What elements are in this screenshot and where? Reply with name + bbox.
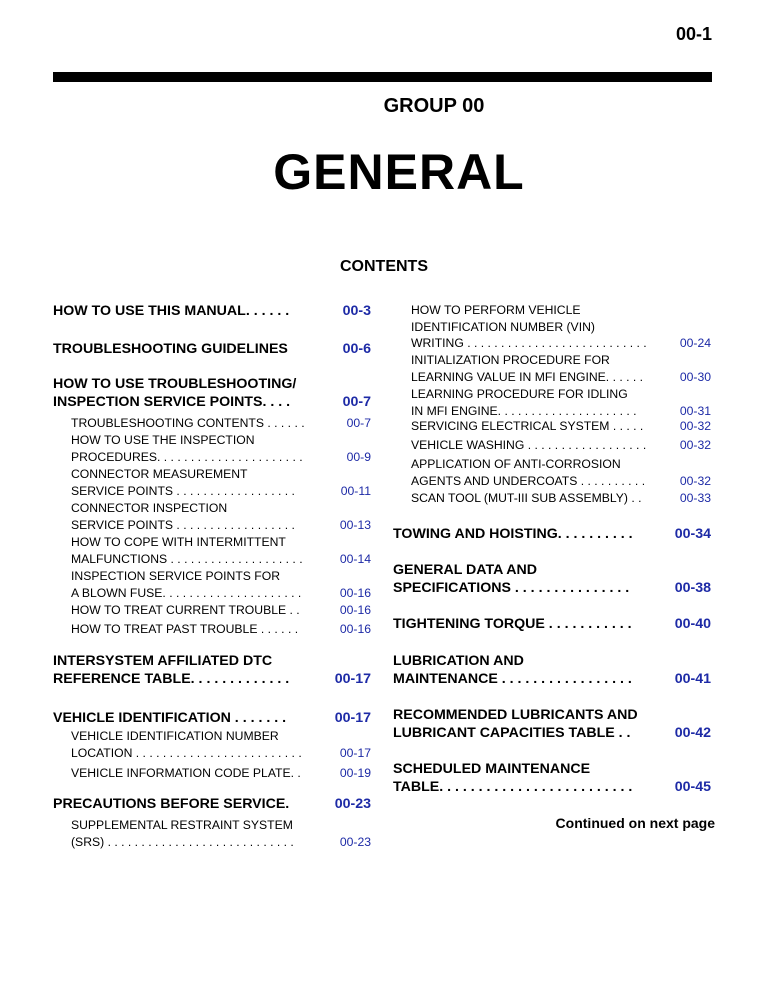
toc-entry-label: HOW TO USE THIS MANUAL. . . . . . (53, 303, 290, 319)
toc-entry[interactable] (393, 302, 711, 352)
toc-entry[interactable] (393, 418, 711, 435)
toc-entry[interactable] (53, 432, 371, 465)
toc-entry[interactable] (393, 561, 711, 597)
toc-page-link[interactable]: 00-32 (679, 438, 711, 452)
toc-page-link[interactable]: 00-6 (342, 341, 371, 357)
toc-entry[interactable] (53, 568, 371, 601)
continued-note: Continued on next page (555, 815, 715, 831)
toc-entry-label: MALFUNCTIONS . . . . . . . . . . . . . . . . . . . . (71, 551, 303, 566)
toc-entry-label: VEHICLE IDENTIFICATION . . . . . . . (53, 710, 287, 726)
toc-page-link[interactable]: 00-34 (674, 526, 711, 542)
toc-page-link[interactable]: 00-24 (679, 336, 711, 350)
toc-entry[interactable] (393, 525, 711, 543)
toc-entry-label: TROUBLESHOOTING CONTENTS . . . . . . (71, 416, 305, 430)
toc-page-link[interactable]: 00-31 (679, 403, 711, 418)
toc-entry-label: VEHICLE WASHING . . . . . . . . . . . . . . . . . . (411, 438, 647, 452)
page-number: 00-1 (675, 24, 712, 44)
toc-entry-label: PRECAUTIONS BEFORE SERVICE. (53, 796, 290, 812)
toc-entry-label: IN MFI ENGINE. . . . . . . . . . . . . . . . . . . . . (411, 403, 637, 418)
toc-page-link[interactable]: 00-32 (679, 419, 711, 433)
toc-entry-label: RECOMMENDED LUBRICANTS AND (393, 707, 638, 723)
group-heading: GROUP 00 (383, 95, 485, 117)
toc-entry[interactable] (53, 375, 371, 411)
toc-entry-label: CONNECTOR INSPECTION (71, 501, 228, 515)
toc-page-link[interactable]: 00-16 (339, 585, 371, 600)
toc-entry-label: VEHICLE IDENTIFICATION NUMBER (71, 729, 279, 743)
toc-page-link[interactable]: 00-16 (339, 622, 371, 636)
toc-entry[interactable] (393, 437, 711, 454)
toc-entry[interactable] (53, 621, 371, 638)
toc-entry[interactable] (53, 340, 371, 358)
toc-entry-label: LUBRICATION AND (393, 653, 524, 669)
toc-entry-label: INSPECTION SERVICE POINTS. . . . (53, 394, 291, 410)
toc-page-link[interactable]: 00-38 (674, 580, 711, 596)
toc-page-link[interactable]: 00-14 (339, 551, 371, 566)
toc-entry[interactable] (53, 602, 371, 619)
toc-entry[interactable] (393, 490, 711, 507)
toc-entry[interactable] (53, 765, 371, 782)
toc-entry[interactable] (393, 386, 711, 419)
header-rule (53, 72, 712, 82)
toc-entry-label: SERVICE POINTS . . . . . . . . . . . . . . . . . . (71, 483, 295, 498)
toc-entry[interactable] (53, 795, 371, 813)
toc-page-link[interactable]: 00-9 (346, 449, 371, 464)
toc-page-link[interactable]: 00-40 (674, 616, 711, 632)
toc-entry[interactable] (393, 652, 711, 688)
toc-page-link[interactable]: 00-7 (346, 416, 371, 430)
toc-entry-label: SUPPLEMENTAL RESTRAINT SYSTEM (71, 818, 293, 832)
toc-page-link[interactable]: 00-11 (340, 483, 371, 498)
toc-entry-label: LUBRICANT CAPACITIES TABLE . . (393, 725, 631, 741)
toc-entry-label: LEARNING VALUE IN MFI ENGINE. . . . . . (411, 369, 644, 384)
toc-entry-label: A BLOWN FUSE. . . . . . . . . . . . . . . . . . . . . (71, 585, 302, 600)
toc-entry[interactable] (53, 709, 371, 727)
toc-page-link[interactable]: 00-33 (679, 491, 711, 505)
toc-entry-label: HOW TO COPE WITH INTERMITTENT (71, 535, 286, 549)
toc-entry-label: TOWING AND HOISTING. . . . . . . . . . (393, 526, 633, 542)
toc-entry[interactable] (393, 615, 711, 633)
toc-page-link[interactable]: 00-41 (674, 671, 711, 687)
toc-entry-label: (SRS) . . . . . . . . . . . . . . . . . . . . . . . . . . . . (71, 834, 294, 849)
toc-entry-label: WRITING . . . . . . . . . . . . . . . . . . . . . . . . . . . (411, 336, 647, 350)
page-title: GENERAL (273, 144, 525, 200)
toc-entry-label: HOW TO TREAT PAST TROUBLE . . . . . . (71, 622, 299, 636)
toc-page-link[interactable]: 00-23 (334, 796, 371, 812)
toc-entry-label: CONNECTOR MEASUREMENT (71, 467, 248, 481)
toc-entry[interactable] (53, 415, 371, 432)
toc-entry[interactable] (393, 760, 711, 796)
toc-page-link[interactable]: 00-23 (339, 834, 371, 849)
toc-entry-label: VEHICLE INFORMATION CODE PLATE. . (71, 766, 301, 780)
toc-entry-label: PROCEDURES. . . . . . . . . . . . . . . . . . . . . . (71, 449, 303, 464)
toc-entry-label: HOW TO PERFORM VEHICLE (411, 303, 581, 317)
contents-heading: CONTENTS (340, 258, 428, 275)
toc-entry[interactable] (53, 652, 371, 688)
toc-page-link[interactable]: 00-3 (342, 303, 371, 319)
toc-entry[interactable] (53, 534, 371, 567)
toc-entry-label: APPLICATION OF ANTI-CORROSION (411, 457, 621, 471)
toc-entry-label: IDENTIFICATION NUMBER (VIN) (411, 319, 595, 334)
toc-entry[interactable] (53, 500, 371, 533)
toc-entry-label: HOW TO TREAT CURRENT TROUBLE . . (71, 603, 300, 617)
toc-entry[interactable] (53, 302, 371, 320)
toc-entry-label: INITIALIZATION PROCEDURE FOR (411, 353, 610, 367)
toc-page-link[interactable]: 00-17 (334, 671, 371, 687)
toc-entry[interactable] (393, 706, 711, 742)
toc-entry[interactable] (393, 456, 711, 489)
toc-entry-label: HOW TO USE TROUBLESHOOTING/ (53, 376, 297, 392)
toc-page-link[interactable]: 00-42 (674, 725, 711, 741)
toc-entry-label: TABLE. . . . . . . . . . . . . . . . . . . . . . . . . (393, 779, 633, 795)
toc-page-link[interactable]: 00-17 (339, 745, 371, 760)
toc-entry-label: SCHEDULED MAINTENANCE (393, 761, 591, 777)
toc-entry[interactable] (53, 817, 371, 850)
toc-entry-label: HOW TO USE THE INSPECTION (71, 433, 255, 447)
toc-page-link[interactable]: 00-7 (342, 394, 371, 410)
toc-page-link[interactable]: 00-19 (339, 766, 371, 780)
toc-entry-label: SERVICING ELECTRICAL SYSTEM . . . . . (411, 419, 644, 433)
toc-entry-label: INSPECTION SERVICE POINTS FOR (71, 569, 281, 583)
toc-entry-label: AGENTS AND UNDERCOATS . . . . . . . . . . (411, 473, 646, 488)
toc-page-link[interactable]: 00-30 (679, 369, 711, 384)
toc-entry-label: SPECIFICATIONS . . . . . . . . . . . . . . . (393, 580, 630, 596)
toc-entry-label: GENERAL DATA AND (393, 562, 537, 578)
toc-entry-label: SERVICE POINTS . . . . . . . . . . . . . . . . . . (71, 517, 295, 532)
toc-page-link[interactable]: 00-32 (679, 473, 711, 488)
toc-entry-label: REFERENCE TABLE. . . . . . . . . . . . . (53, 671, 290, 687)
toc-entry-label: TIGHTENING TORQUE . . . . . . . . . . . (393, 616, 632, 632)
toc-entry-label: TROUBLESHOOTING GUIDELINES (53, 341, 288, 357)
toc-entry-label: LOCATION . . . . . . . . . . . . . . . . . . . . . . . . . (71, 745, 302, 760)
toc-page-link[interactable]: 00-16 (339, 603, 371, 617)
toc-entry-label: SCAN TOOL (MUT-III SUB ASSEMBLY) . . (411, 491, 642, 505)
toc-entry-label: MAINTENANCE . . . . . . . . . . . . . . . . . (393, 671, 632, 687)
toc-entry[interactable] (53, 728, 371, 761)
toc-entry-label: LEARNING PROCEDURE FOR IDLING (411, 387, 628, 401)
toc-entry[interactable] (53, 466, 371, 499)
toc-entry-label: INTERSYSTEM AFFILIATED DTC (53, 653, 273, 669)
toc-entry[interactable] (393, 352, 711, 385)
toc-page-link[interactable]: 00-17 (334, 710, 371, 726)
toc-page-link[interactable]: 00-45 (674, 779, 711, 795)
toc-page-link[interactable]: 00-13 (339, 517, 371, 532)
